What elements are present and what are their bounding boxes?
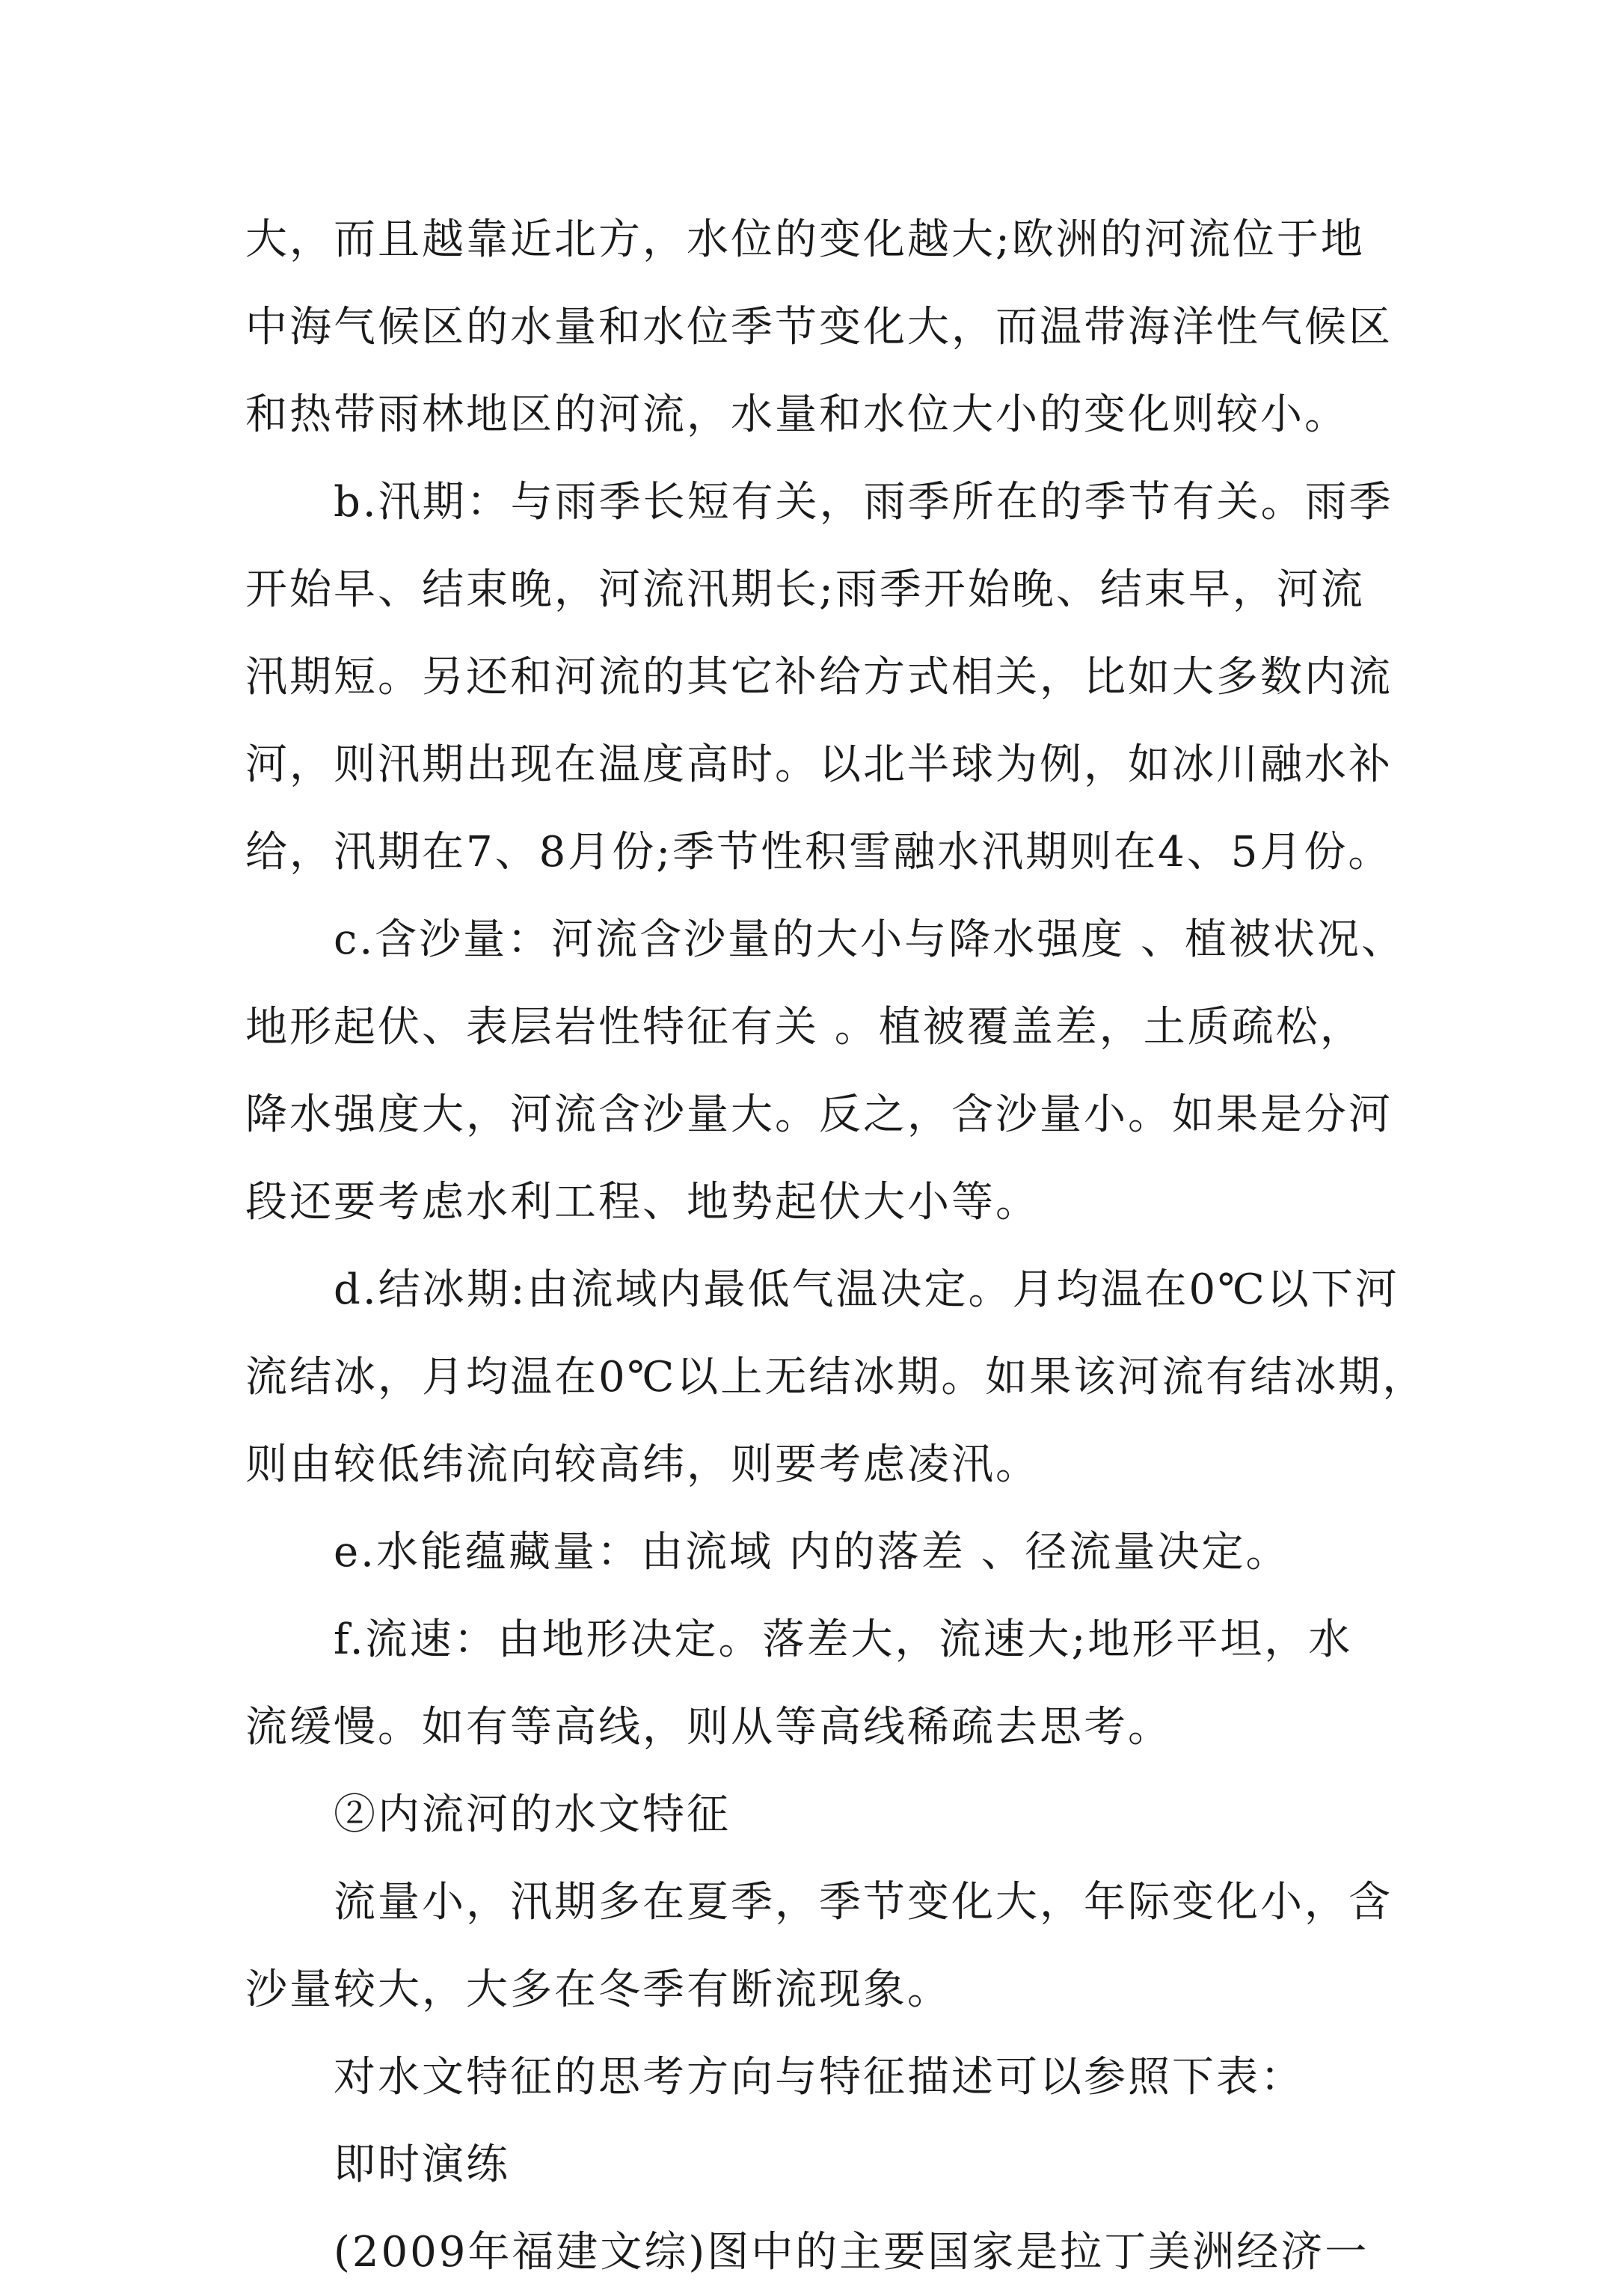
text-line: 流缓慢。如有等高线，则从等高线稀疏去思考。 xyxy=(245,1703,1172,1752)
text-line: 段还要考虑水利工程、地势起伏大小等。 xyxy=(245,1178,1040,1227)
text-line: 降水强度大，河流含沙量大。反之，含沙量小。如果是分河 xyxy=(245,1090,1393,1139)
text-line: f.流速：由地形决定。落差大，流速大;地形平坦，水 xyxy=(334,1615,1353,1664)
text-line: 开始早、结束晚，河流汛期长;雨季开始晚、结束早，河流 xyxy=(245,565,1365,614)
text-line: 汛期短。另还和河流的其它补给方式相关，比如大多数内流 xyxy=(245,653,1393,702)
text-line: 给，汛期在7、8月份;季节性积雪融水汛期则在4、5月份。 xyxy=(245,828,1393,877)
text-line: ②内流河的水文特征 xyxy=(334,1790,731,1839)
text-line: 流量小，汛期多在夏季，季节变化大，年际变化小，含 xyxy=(334,1878,1393,1927)
text-line: d.结冰期:由流域内最低气温决定。月均温在0℃以下河 xyxy=(334,1265,1399,1314)
text-line: 地形起伏、表层岩性特征有关 。植被覆盖差，土质疏松， xyxy=(245,1003,1364,1052)
text-line: 中海气候区的水量和水位季节变化大，而温带海洋性气候区 xyxy=(245,303,1393,352)
text-line: 对水文特征的思考方向与特征描述可以参照下表： xyxy=(334,2053,1304,2102)
text-line: 河，则汛期出现在温度高时。以北半球为例，如冰川融水补 xyxy=(245,740,1393,789)
text-line: 则由较低纬流向较高纬，则要考虑凌汛。 xyxy=(245,1440,1040,1489)
text-line: 即时演练 xyxy=(334,2140,510,2189)
text-line: 流结冰，月均温在0℃以上无结冰期。如果该河流有结冰期， xyxy=(245,1353,1427,1402)
text-line: c.含沙量：河流含沙量的大小与降水强度 、植被状况、 xyxy=(334,915,1405,964)
body-text xyxy=(245,196,1427,2296)
text-line: 大，而且越靠近北方，水位的变化越大;欧洲的河流位于地 xyxy=(245,215,1365,264)
text-line: e.水能蕴藏量：由流域 内的落差 、径流量决定。 xyxy=(334,1528,1290,1577)
text-line: 和热带雨林地区的河流，水量和水位大小的变化则较小。 xyxy=(245,390,1348,439)
text-line: (2009年福建文综)图中的主要国家是拉丁美洲经济一 xyxy=(334,2228,1369,2277)
text-line: 沙量较大，大多在冬季有断流现象。 xyxy=(245,1965,951,2014)
text-line: b.汛期：与雨季长短有关，雨季所在的季节有关。雨季 xyxy=(334,478,1393,527)
